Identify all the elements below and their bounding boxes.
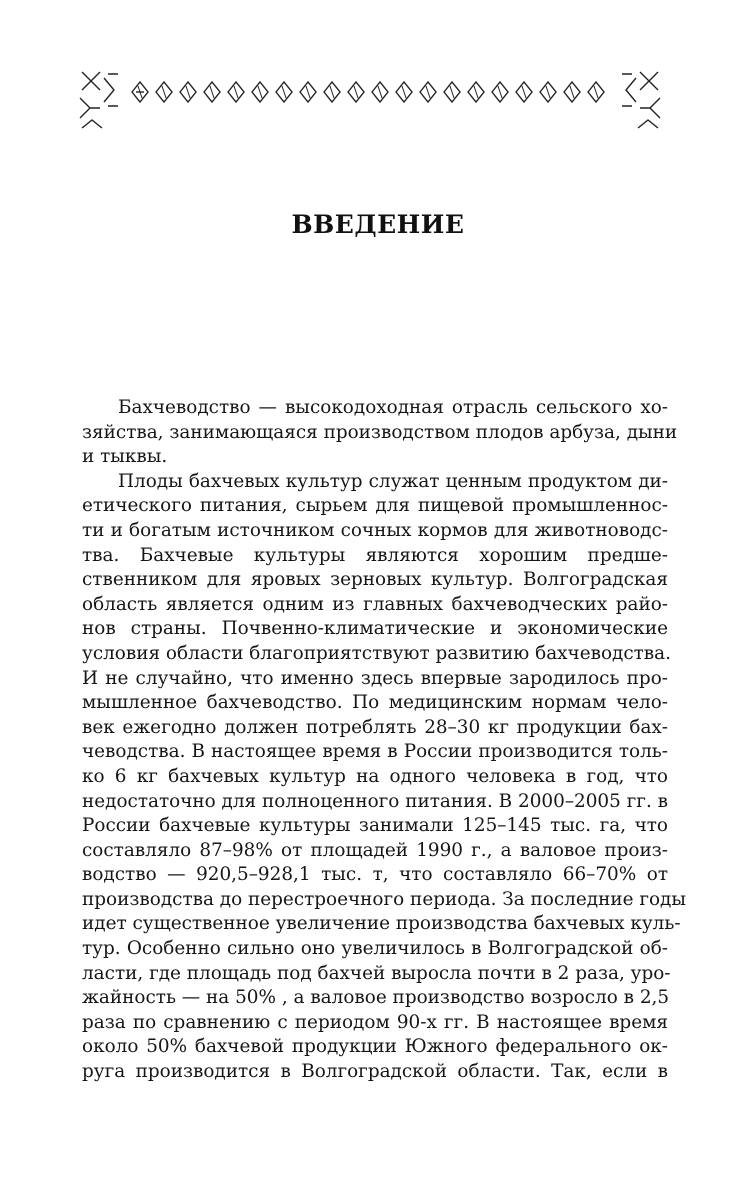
decorative-border-ornament-icon (78, 68, 662, 138)
text-line: Плоды бахчевых культур служат ценным продуктом ди- (118, 470, 668, 492)
text-line: водство — 920,5–928,1 тыс. т, что составляло 66–70% от (82, 864, 668, 886)
text-line: ственником для яровых зерновых культур. Волгоградская (82, 569, 668, 591)
text-line: и тыквы. (82, 446, 168, 468)
text-line: мышленное бахчеводство. По медицинским нормам чело- (82, 692, 668, 714)
text-line: производства до перестроечного периода. За последние годы (82, 888, 686, 910)
text-line: России бахчевые культуры занимали 125–145 тыс. га, что (82, 815, 668, 837)
text-line: условия области благоприятствуют развитию бахчеводства. (82, 642, 671, 664)
body-text (82, 396, 686, 1085)
text-line: тва. Бахчевые культуры являются хорошим предше- (82, 544, 668, 566)
text-line: ко 6 кг бахчевых культур на одного человека в год, что (82, 765, 668, 787)
text-line: ти и богатым источником сочных кормов для животноводс- (82, 519, 668, 541)
text-line: Бахчеводство — высокодоходная отрасль сельского хо- (118, 397, 668, 418)
text-line: тур. Особенно сильно оно увеличилось в Волгоградской об- (82, 938, 668, 960)
text-line: раза по сравнению с периодом 90-х гг. В настоящее время (82, 1011, 668, 1033)
text-line: зяйства, занимающаяся производством плодов арбуза, дыни (82, 421, 678, 443)
text-line: ласти, где площадь под бахчей выросла почти в 2 раза, уро- (82, 962, 671, 984)
page-title: ВВЕДЕНИЕ (291, 210, 465, 239)
text-line: область является одним из главных бахчеводческих райо- (82, 593, 668, 615)
text-line: составляло 87–98% от площадей 1990 г., а валовое произ- (82, 839, 668, 861)
text-line: чеводства. В настоящее время в России производится толь- (82, 741, 668, 763)
text-line: жайность — на 50% , а валовое производство возросло в 2,5 (82, 987, 670, 1009)
text-line: етического питания, сырьем для пищевой промышленнос- (82, 495, 668, 517)
text-line: руга производится в Волгоградской области. Так, если в (82, 1061, 668, 1083)
text-line: недостаточно для полноценного питания. В 2000–2005 гг. в (82, 790, 668, 812)
text-line: около 50% бахчевой продукции Южного федерального ок- (82, 1036, 668, 1058)
text-line: идет существенное увеличение производства бахчевых куль- (82, 913, 681, 935)
text-line: нов страны. Почвенно-климатические и экономические (82, 618, 668, 640)
text-line: век ежегодно должен потреблять 28–30 кг продукции бах- (82, 716, 668, 738)
text-line: И не случайно, что именно здесь впервые зародилось про- (82, 667, 668, 689)
